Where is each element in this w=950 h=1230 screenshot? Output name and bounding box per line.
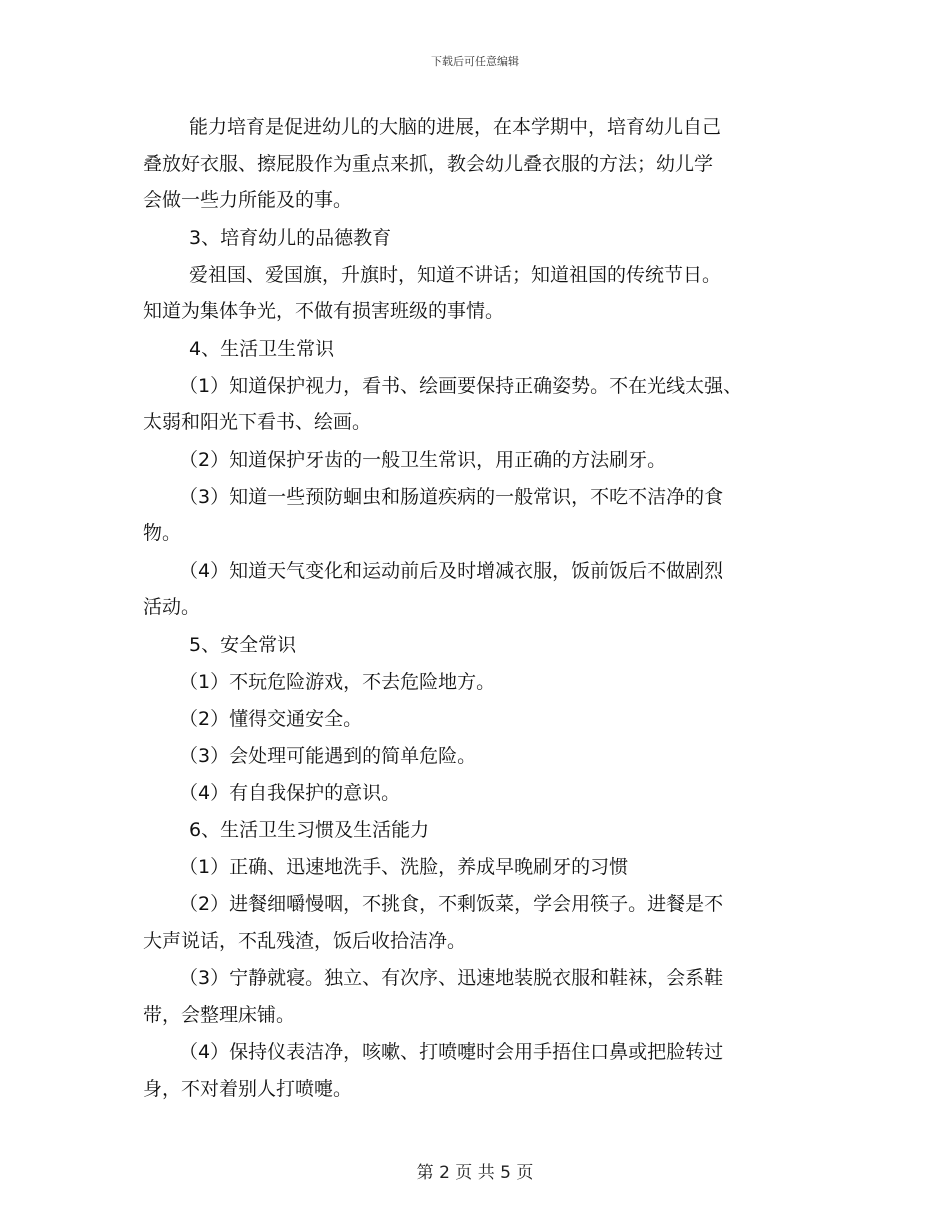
text-line: 能力培育是促进幼儿的大脑的进展，在本学期中，培育幼儿自己 — [189, 116, 722, 138]
text-line: 大声说话，不乱残渣，饭后收拾洁净。 — [143, 930, 467, 952]
text-line: 活动。 — [143, 596, 201, 618]
list-item: （1）不玩危险游戏，不去危险地方。 — [179, 671, 496, 693]
list-item: （2）懂得交通安全。 — [179, 708, 363, 730]
list-item: （2）进餐细嚼慢咽，不挑食，不剩饭菜，学会用筷子。进餐是不 — [179, 893, 724, 915]
list-item: （1）正确、迅速地洗手、洗脸，养成早晚刷牙的习惯 — [179, 856, 629, 878]
text-line: 带，会整理床铺。 — [143, 1004, 296, 1026]
list-item: （1）知道保护视力，看书、绘画要保持正确姿势。不在光线太强、 — [179, 375, 743, 397]
text-line: 会做一些力所能及的事。 — [143, 189, 353, 211]
text-line: 叠放好衣服、擦屁股作为重点来抓，教会幼儿叠衣服的方法；幼儿学 — [143, 153, 714, 175]
page-number: 第 2 页 共 5 页 — [416, 1163, 534, 1183]
list-item: （3）知道一些预防蛔虫和肠道疾病的一般常识，不吃不洁净的食 — [179, 486, 724, 508]
text-line: 太弱和阳光下看书、绘画。 — [143, 411, 372, 433]
section-heading: 4、生活卫生常识 — [189, 338, 335, 360]
section-heading: 3、培育幼儿的品德教育 — [189, 227, 392, 249]
list-item: （4）保持仪表洁净，咳嗽、打喷嚏时会用手捂住口鼻或把脸转过 — [179, 1041, 724, 1063]
text-line: 身，不对着别人打喷嚏。 — [143, 1078, 353, 1100]
list-item: （2）知道保护牙齿的一般卫生常识，用正确的方法刷牙。 — [179, 449, 667, 471]
list-item: （4）有自我保护的意识。 — [179, 782, 401, 804]
section-heading: 5、安全常识 — [189, 634, 297, 656]
page-header: 下载后可任意编辑 — [431, 55, 519, 68]
text-line: 物。 — [143, 522, 182, 544]
list-item: （4）知道天气变化和运动前后及时增减衣服，饭前饭后不做剧烈 — [179, 560, 724, 582]
section-heading: 6、生活卫生习惯及生活能力 — [189, 819, 430, 841]
list-item: （3）会处理可能遇到的简单危险。 — [179, 745, 477, 767]
text-line: 爱祖国、爱国旗，升旗时，知道不讲话；知道祖国的传统节日。 — [189, 264, 722, 286]
list-item: （3）宁静就寝。独立、有次序、迅速地装脱衣服和鞋袜，会系鞋 — [179, 967, 724, 989]
text-line: 知道为集体争光，不做有损害班级的事情。 — [143, 300, 505, 322]
